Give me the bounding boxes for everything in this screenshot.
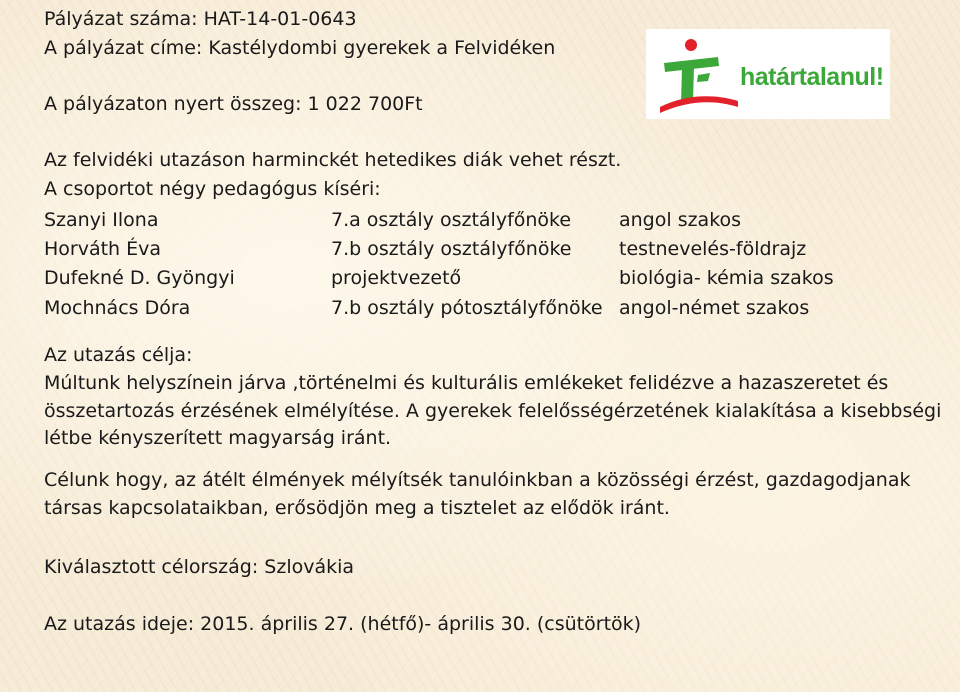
logo-text: határtalanul! [740,63,884,91]
teacher-name: Mochnács Dóra [44,297,191,319]
teacher-role: 7.b osztály osztályfőnöke [331,238,572,260]
teacher-name: Horváth Éva [44,238,162,260]
teacher-name: Szanyi Ilona [44,209,159,231]
intro-line-2: A csoportot négy pedagógus kíséri: [44,178,381,200]
teacher-role: projektvezető [331,267,462,289]
goal-text-2: Célunk hogy, az átélt élmények mélyítsék tanulóinkban a közösségi érzést, gazdagodjanak társas kapcsolataikban, erősödjön meg a tisztelet az elődök iránt. [44,469,911,519]
teacher-subject: biológia- kémia szakos [619,267,834,289]
teacher-name: Dufekné D. Gyöngyi [44,267,235,289]
tender-number: Pályázat száma: HAT-14-01-0643 [44,8,357,30]
destination: Kiválasztott célország: Szlovákia [44,556,355,578]
teacher-subject: testnevelés-földrajz [619,238,807,260]
teacher-role: 7.a osztály osztályfőnöke [331,209,572,231]
travel-dates: Az utazás ideje: 2015. április 27. (hétfő)- április 30. (csütörtök) [44,613,642,635]
teacher-subject: angol szakos [619,209,742,231]
tender-amount: A pályázaton nyert összeg: 1 022 700Ft [44,93,423,115]
goal-heading: Az utazás célja: [44,344,193,366]
intro-line-1: Az felvidéki utazáson harminckét hetedikes diák vehet részt. [44,149,622,171]
teacher-role: 7.b osztály pótosztályfőnöke [331,297,603,319]
tender-title: A pályázat címe: Kastélydombi gyerekek a Felvidéken [44,37,556,59]
teacher-subject: angol-német szakos [619,297,810,319]
goal-text-1: Múltunk helyszínein járva ,történelmi és kulturális emlékeket felidézve a hazaszeretet és összetartozás érzésének elmélyítése. A gyerekek felelősségérzetének kialakítása a kisebbségi létbe kényszerített magyarság iránt. [44,372,942,449]
hatartalanul-logo [646,29,890,119]
running-person-logo-icon [658,35,742,115]
